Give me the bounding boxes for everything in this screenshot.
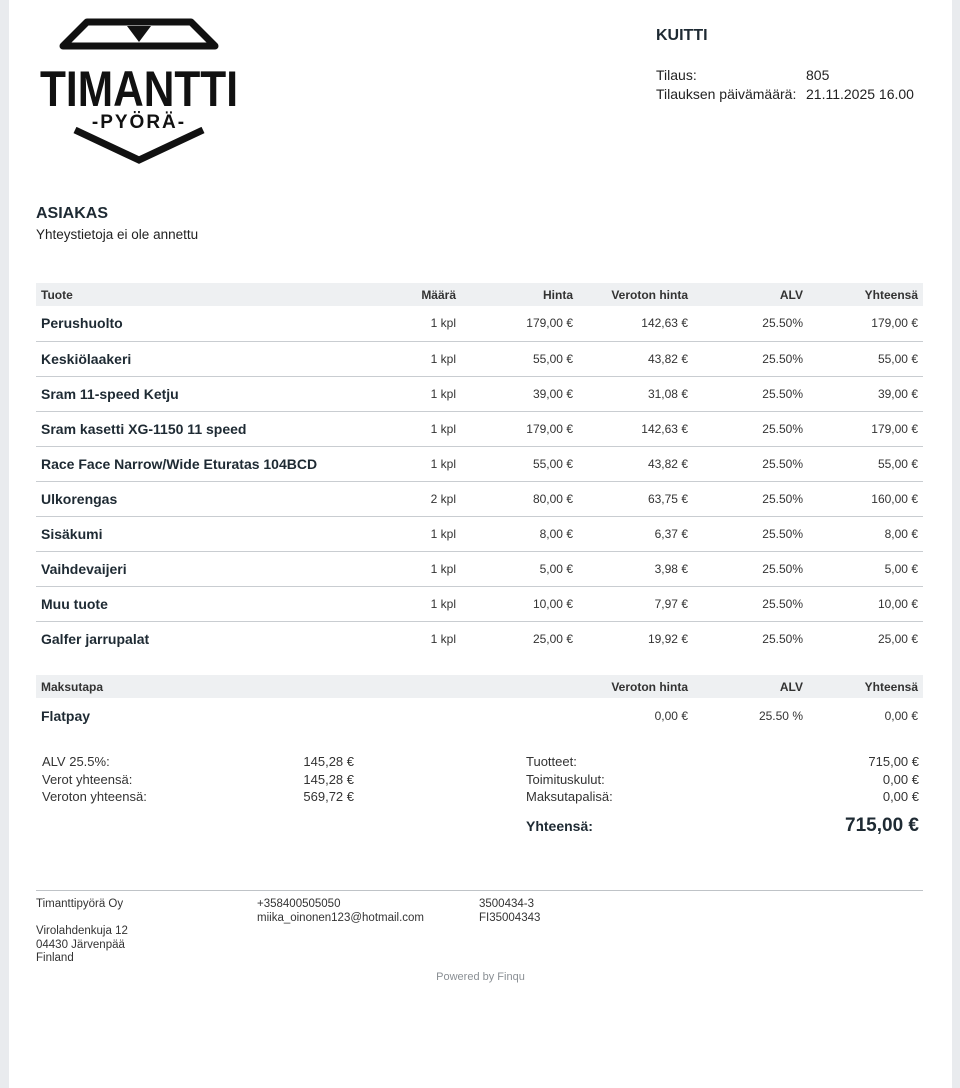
- payment-vat: 25.50 %: [758, 708, 803, 723]
- order-meta: [656, 66, 914, 104]
- net-total-label: Veroton yhteensä:: [42, 789, 147, 804]
- item-total: 179,00 €: [808, 411, 923, 446]
- grand-total: [526, 815, 919, 837]
- table-row: [36, 621, 923, 656]
- item-price: 179,00 €: [461, 411, 578, 446]
- vat-id: FI35004343: [479, 911, 541, 924]
- item-vat: 25.50%: [693, 306, 808, 341]
- item-name: Keskiölaakeri: [36, 341, 366, 376]
- item-quantity: 1 kpl: [366, 341, 461, 376]
- item-net-price: 142,63 €: [578, 411, 693, 446]
- order-date-value: 21.11.2025 16.00: [806, 86, 914, 102]
- item-price: 80,00 €: [461, 481, 578, 516]
- item-total: 5,00 €: [808, 551, 923, 586]
- item-net-price: 6,37 €: [578, 516, 693, 551]
- item-price: 10,00 €: [461, 586, 578, 621]
- company-email: miika_oinonen123@hotmail.com: [257, 911, 425, 924]
- receipt-title: KUITTI: [656, 27, 708, 44]
- table-row: [36, 551, 923, 586]
- items-table: [36, 283, 923, 656]
- item-net-price: 31,08 €: [578, 376, 693, 411]
- col-header-quantity: Määrä: [421, 287, 456, 302]
- item-price: 55,00 €: [461, 341, 578, 376]
- item-quantity: 1 kpl: [366, 376, 461, 411]
- item-name: Sram 11-speed Ketju: [36, 376, 366, 411]
- item-vat: 25.50%: [693, 446, 808, 481]
- table-row: [36, 376, 923, 411]
- footer-contact: [257, 898, 424, 925]
- brand-name-top: TIMANTTI: [40, 61, 238, 117]
- item-net-price: 43,82 €: [578, 446, 693, 481]
- payment-net: 0,00 €: [654, 708, 688, 723]
- col-header-vat: ALV: [779, 287, 803, 302]
- item-vat: 25.50%: [693, 341, 808, 376]
- company-name: Timanttipyörä Oy: [36, 898, 124, 910]
- footer-ids: [479, 898, 540, 925]
- item-name: Muu tuote: [36, 586, 366, 621]
- item-quantity: 1 kpl: [366, 411, 461, 446]
- payment-total: 0,00 €: [884, 708, 918, 723]
- company-phone: +358400505050: [257, 898, 341, 910]
- col-header-payment-method: Maksutapa: [41, 679, 104, 694]
- payment-method: Flatpay: [41, 707, 91, 724]
- item-name: Ulkorengas: [36, 481, 366, 516]
- vat-rate-value: 145,28 €: [303, 754, 354, 769]
- item-vat: 25.50%: [693, 551, 808, 586]
- item-price: 55,00 €: [461, 446, 578, 481]
- receipt-page: [9, 0, 952, 1088]
- table-row: [36, 341, 923, 376]
- item-total: 179,00 €: [808, 306, 923, 341]
- item-name: Galfer jarrupalat: [41, 630, 150, 647]
- item-total: 8,00 €: [808, 516, 923, 551]
- products-label: Tuotteet:: [526, 754, 577, 769]
- item-quantity: 1 kpl: [366, 551, 461, 586]
- item-price: 179,00 €: [461, 306, 578, 341]
- payment-fee-value: 0,00 €: [882, 789, 919, 804]
- item-vat: 25.50%: [693, 586, 808, 621]
- item-net-price: 7,97 €: [578, 586, 693, 621]
- col-header-product: Tuote: [41, 287, 73, 302]
- table-row: [36, 446, 923, 481]
- item-total: 55,00 €: [808, 446, 923, 481]
- item-net-price: 3,98 €: [578, 551, 693, 586]
- item-net-price: 19,92 €: [647, 631, 688, 646]
- item-price: 5,00 €: [461, 551, 578, 586]
- grand-total-value: 715,00 €: [845, 815, 919, 836]
- item-vat: 25.50%: [693, 376, 808, 411]
- col-header-total: Yhteensä: [864, 287, 918, 302]
- table-row: [36, 481, 923, 516]
- tax-summary: [42, 753, 354, 806]
- totals-summary: [526, 753, 919, 806]
- item-net-price: 142,63 €: [578, 306, 693, 341]
- item-quantity: 1 kpl: [366, 446, 461, 481]
- item-quantity: 1 kpl: [366, 306, 461, 341]
- col-header-payment-net: Veroton hinta: [611, 679, 688, 694]
- payment-header-row: [36, 675, 923, 698]
- payment-row: [36, 698, 923, 733]
- order-date-label: Tilauksen päivämäärä:: [656, 86, 797, 102]
- customer-info: Yhteystietoja ei ole annettu: [36, 227, 199, 242]
- item-vat: 25.50%: [693, 411, 808, 446]
- taxes-total-label: Verot yhteensä:: [42, 771, 133, 787]
- payment-table: [36, 675, 923, 733]
- item-vat: 25.50%: [693, 481, 808, 516]
- customer-title: ASIAKAS: [36, 205, 109, 222]
- brand-logo: [37, 18, 241, 166]
- item-quantity: 1 kpl: [366, 586, 461, 621]
- col-header-price: Hinta: [543, 287, 573, 302]
- item-quantity: 1 kpl: [366, 516, 461, 551]
- col-header-payment-total: Yhteensä: [864, 679, 918, 694]
- item-total: 160,00 €: [808, 481, 923, 516]
- payment-fee-label: Maksutapalisä:: [526, 789, 613, 804]
- item-quantity: 1 kpl: [430, 631, 456, 646]
- item-name: Vaihdevaijeri: [36, 551, 366, 586]
- products-value: 715,00 €: [868, 754, 919, 769]
- item-name: Perushuolto: [36, 306, 366, 341]
- powered-by: Powered by Finqu: [436, 971, 525, 983]
- order-number-label: Tilaus:: [656, 67, 697, 83]
- table-row: [36, 516, 923, 551]
- item-vat: 25.50%: [693, 516, 808, 551]
- item-name: Sram kasetti XG-1150 11 speed: [36, 411, 366, 446]
- company-street: Virolahdenkuja 12: [36, 925, 128, 937]
- company-country: Finland: [36, 952, 74, 964]
- brand-name-bottom: -PYÖRÄ-: [91, 112, 187, 133]
- item-price: 8,00 €: [461, 516, 578, 551]
- item-name: Sisäkumi: [36, 516, 366, 551]
- item-vat: 25.50%: [762, 631, 803, 646]
- footer-company: [36, 898, 128, 966]
- net-total-value: 569,72 €: [303, 789, 354, 804]
- item-price: 25,00 €: [532, 631, 573, 646]
- table-row: [36, 411, 923, 446]
- shipping-value: 0,00 €: [882, 771, 919, 787]
- table-row: [36, 586, 923, 621]
- company-postal: 04430 Järvenpää: [36, 938, 125, 951]
- item-total: 10,00 €: [808, 586, 923, 621]
- item-quantity: 2 kpl: [366, 481, 461, 516]
- diamond-logo-icon: [37, 18, 241, 166]
- item-net-price: 63,75 €: [578, 481, 693, 516]
- footer-divider: [36, 890, 923, 891]
- table-row: [36, 306, 923, 341]
- col-header-net-price: Veroton hinta: [611, 287, 688, 302]
- vat-rate-label: ALV 25.5%:: [42, 754, 110, 769]
- items-header-row: [36, 283, 923, 306]
- grand-total-label: Yhteensä:: [526, 818, 593, 834]
- col-header-payment-vat: ALV: [779, 679, 803, 694]
- item-net-price: 43,82 €: [578, 341, 693, 376]
- order-number-value: 805: [806, 67, 830, 83]
- business-id: 3500434-3: [479, 898, 534, 910]
- item-total: 55,00 €: [808, 341, 923, 376]
- item-total: 25,00 €: [877, 631, 918, 646]
- item-price: 39,00 €: [461, 376, 578, 411]
- shipping-label: Toimituskulut:: [526, 771, 605, 787]
- taxes-total-value: 145,28 €: [303, 771, 354, 787]
- item-name: Race Face Narrow/Wide Eturatas 104BCD: [36, 446, 366, 481]
- item-total: 39,00 €: [808, 376, 923, 411]
